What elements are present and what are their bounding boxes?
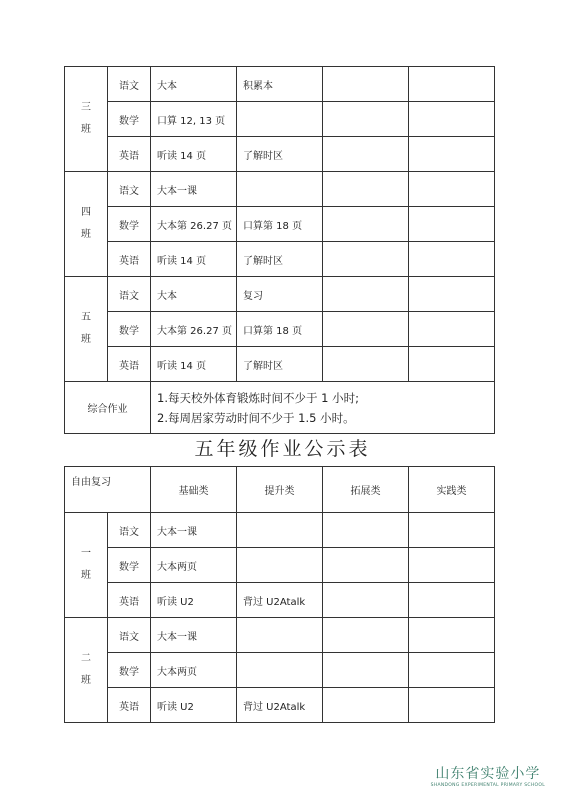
basic-cell: 听读 14 页 — [151, 347, 237, 382]
table-row — [65, 513, 495, 548]
practice-cell — [409, 688, 495, 723]
practice-cell — [409, 207, 495, 242]
extend-cell — [323, 67, 409, 102]
basic-cell: 听读 14 页 — [151, 242, 237, 277]
class-cell: 三 班 — [65, 67, 108, 172]
table-row — [65, 172, 495, 207]
improve-cell: 积累本 — [237, 67, 323, 102]
school-logo — [431, 763, 545, 788]
extend-cell — [323, 583, 409, 618]
subject-cell: 英语 — [108, 242, 151, 277]
improve-cell: 了解时区 — [237, 242, 323, 277]
basic-cell: 大本一课 — [151, 513, 237, 548]
subject-cell: 语文 — [108, 277, 151, 312]
table-row — [65, 548, 495, 583]
subject-cell: 英语 — [108, 137, 151, 172]
improve-cell — [237, 548, 323, 583]
improve-cell: 背过 U2Atalk — [237, 583, 323, 618]
improve-cell: 背过 U2Atalk — [237, 688, 323, 723]
improve-cell: 了解时区 — [237, 347, 323, 382]
comprehensive-label: 综合作业 — [65, 382, 151, 434]
subject-cell: 数学 — [108, 548, 151, 583]
practice-cell — [409, 513, 495, 548]
practice-cell — [409, 312, 495, 347]
table-row — [65, 583, 495, 618]
logo-name-en: SHANDONG EXPERIMENTAL PRIMARY SCHOOL — [430, 783, 545, 788]
corner-cell: 自由复习 — [65, 467, 151, 513]
practice-cell — [409, 548, 495, 583]
extend-cell — [323, 688, 409, 723]
subject-cell: 数学 — [108, 207, 151, 242]
basic-cell: 大本一课 — [151, 172, 237, 207]
extend-cell — [323, 137, 409, 172]
basic-cell: 大本 — [151, 277, 237, 312]
improve-cell — [237, 513, 323, 548]
table-row — [65, 688, 495, 723]
improve-cell: 复习 — [237, 277, 323, 312]
class-cell: 一 班 — [65, 513, 108, 618]
extend-cell — [323, 513, 409, 548]
basic-cell: 大本两页 — [151, 653, 237, 688]
basic-cell: 大本两页 — [151, 548, 237, 583]
subject-cell: 英语 — [108, 583, 151, 618]
improve-cell: 了解时区 — [237, 137, 323, 172]
improve-cell — [237, 102, 323, 137]
practice-cell — [409, 172, 495, 207]
header-row — [65, 467, 495, 513]
practice-cell — [409, 102, 495, 137]
table-row — [65, 67, 495, 102]
table-row — [65, 242, 495, 277]
comprehensive-text — [151, 382, 495, 434]
logo-name-cn: 山东省实验小学 — [435, 766, 541, 782]
extend-cell — [323, 548, 409, 583]
header-cell: 基础类 — [151, 467, 237, 513]
comprehensive-line: 2.每周居家劳动时间不少于 1.5 小时。 — [157, 410, 355, 425]
practice-cell — [409, 277, 495, 312]
subject-cell: 英语 — [108, 347, 151, 382]
subject-cell: 语文 — [108, 513, 151, 548]
table-row — [65, 312, 495, 347]
practice-cell — [409, 583, 495, 618]
basic-cell: 大本第 26.27 页 — [151, 207, 237, 242]
header-cell: 拓展类 — [323, 467, 409, 513]
table-row — [65, 102, 495, 137]
practice-cell — [409, 137, 495, 172]
table-row — [65, 207, 495, 242]
page-title: 五年级作业公示表 — [194, 438, 371, 460]
improve-cell: 口算第 18 页 — [237, 207, 323, 242]
extend-cell — [323, 653, 409, 688]
subject-cell: 语文 — [108, 67, 151, 102]
homework-table-bottom — [64, 466, 495, 723]
extend-cell — [323, 312, 409, 347]
subject-cell: 英语 — [108, 688, 151, 723]
subject-cell: 语文 — [108, 618, 151, 653]
practice-cell — [409, 242, 495, 277]
basic-cell: 大本一课 — [151, 618, 237, 653]
homework-table-top — [64, 66, 495, 434]
improve-cell — [237, 172, 323, 207]
extend-cell — [323, 102, 409, 137]
table-row — [65, 618, 495, 653]
subject-cell: 数学 — [108, 653, 151, 688]
improve-cell — [237, 653, 323, 688]
extend-cell — [323, 277, 409, 312]
class-cell: 五 班 — [65, 277, 108, 382]
improve-cell — [237, 618, 323, 653]
basic-cell: 听读 U2 — [151, 583, 237, 618]
comprehensive-row — [65, 382, 495, 434]
table-row — [65, 347, 495, 382]
table-row — [65, 653, 495, 688]
subject-cell: 数学 — [108, 102, 151, 137]
basic-cell: 听读 U2 — [151, 688, 237, 723]
subject-cell: 数学 — [108, 312, 151, 347]
basic-cell: 听读 14 页 — [151, 137, 237, 172]
improve-cell: 口算第 18 页 — [237, 312, 323, 347]
extend-cell — [323, 347, 409, 382]
class-cell: 四 班 — [65, 172, 108, 277]
table-row — [65, 277, 495, 312]
practice-cell — [409, 347, 495, 382]
header-cell: 实践类 — [409, 467, 495, 513]
practice-cell — [409, 67, 495, 102]
table-row — [65, 137, 495, 172]
extend-cell — [323, 207, 409, 242]
practice-cell — [409, 653, 495, 688]
practice-cell — [409, 618, 495, 653]
basic-cell: 大本第 26.27 页 — [151, 312, 237, 347]
basic-cell: 口算 12, 13 页 — [151, 102, 237, 137]
header-cell: 提升类 — [237, 467, 323, 513]
extend-cell — [323, 242, 409, 277]
comprehensive-line: 1.每天校外体育锻炼时间不少于 1 小时; — [157, 390, 359, 405]
extend-cell — [323, 618, 409, 653]
class-cell: 二 班 — [65, 618, 108, 723]
subject-cell: 语文 — [108, 172, 151, 207]
extend-cell — [323, 172, 409, 207]
basic-cell: 大本 — [151, 67, 237, 102]
